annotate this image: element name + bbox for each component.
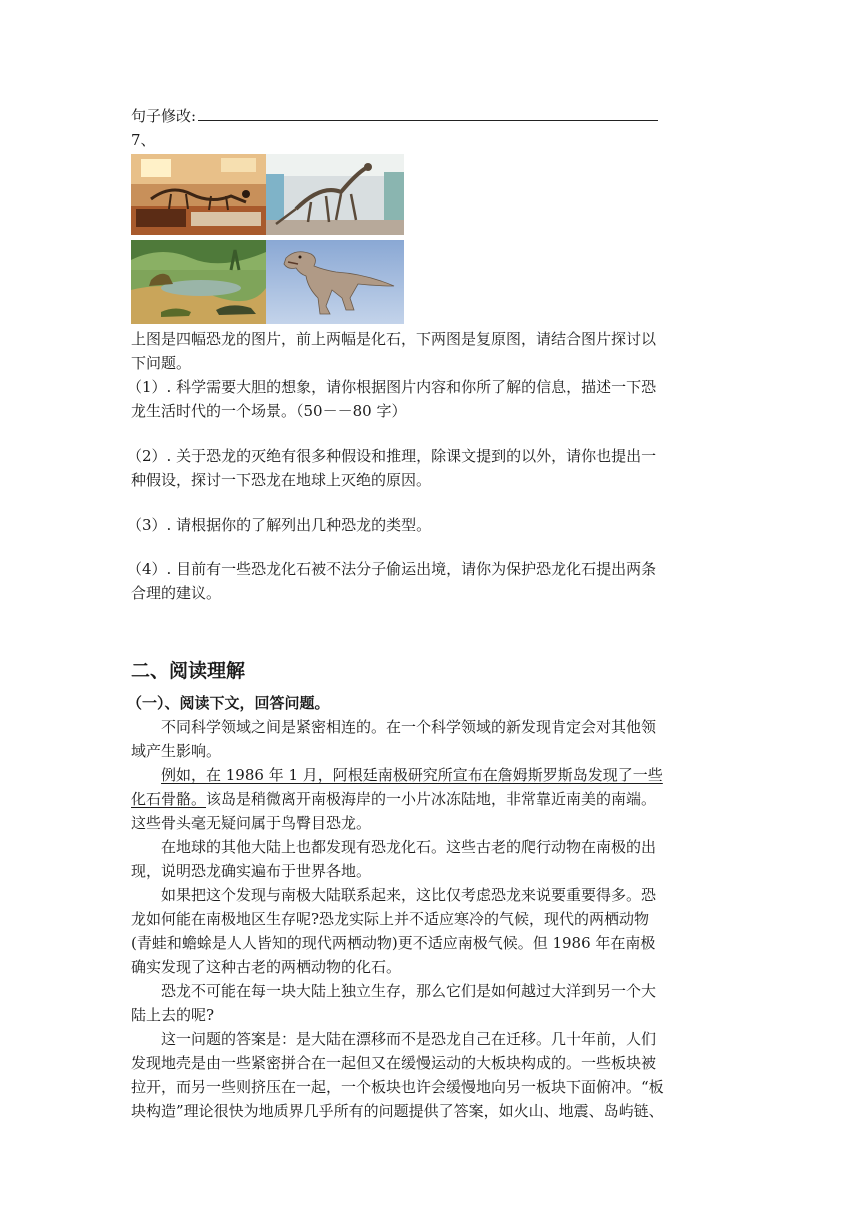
- rewrite-answer-blank[interactable]: [198, 104, 658, 121]
- fossil-skeleton-hall-photo: [266, 154, 404, 235]
- paragraph-4-line-3: (青蛙和蟾蜍是人人皆知的现代两栖动物)更不适应南极气候。但 1986 年在南极: [131, 934, 656, 952]
- underlined-phrase: 化石骨骼。: [131, 790, 207, 808]
- paragraph-2-line-1: 例如，在 1986 年 1 月，阿根廷南极研究所宣布在詹姆斯罗斯岛发现了一些: [161, 766, 663, 784]
- q7-intro-line-1: 上图是四幅恐龙的图片，前上两幅是化石，下两图是复原图，请结合图片探讨以: [131, 330, 657, 348]
- subsection-heading: （一）、阅读下文，回答问题。: [127, 694, 330, 712]
- section-heading: 二、阅读理解: [131, 660, 246, 682]
- paragraph-3-line-1: 在地球的其他大陆上也都发现有恐龙化石。这些古老的爬行动物在南极的出: [161, 838, 657, 856]
- paragraph-1-line-2: 域产生影响。: [131, 742, 222, 760]
- q7-sub4-line-2: 合理的建议。: [131, 584, 222, 602]
- paragraph-2-line-3: 这些骨头毫无疑问属于鸟臀目恐龙。: [131, 814, 372, 832]
- paragraph-6-line-1: 这一问题的答案是：是大陆在漂移而不是恐龙自己在迁移。几十年前，人们: [161, 1030, 657, 1048]
- paragraph-6-line-4: 块构造”理论很快为地质界几乎所有的问题提供了答案，如火山、地震、岛屿链、: [131, 1102, 664, 1120]
- q7-sub2-line-1: （2）. 关于恐龙的灭绝有很多种假设和推理，除课文提到的以外，请你也提出一: [127, 447, 657, 465]
- paragraph-5-line-1: 恐龙不可能在每一块大陆上独立生存，那么它们是如何越过大洋到另一个大: [161, 982, 657, 1000]
- paragraph-4-line-1: 如果把这个发现与南极大陆联系起来，这比仅考虑恐龙来说要重要得多。恐: [161, 886, 657, 904]
- q7-intro-line-2: 下问题。: [131, 354, 192, 372]
- dinosaur-swamp-illustration: [131, 240, 266, 324]
- trex-render: [266, 240, 404, 324]
- paragraph-4-line-4: 确实发现了这种古老的两栖动物的化石。: [131, 958, 402, 976]
- paragraph-5-line-2: 陆上去的呢?: [131, 1006, 215, 1024]
- q7-sub3-line-1: （3）. 请根据你的了解列出几种恐龙的类型。: [127, 516, 432, 534]
- rewrite-row: [131, 103, 658, 129]
- paragraph-3-line-2: 现，说明恐龙确实遍布于世界各地。: [131, 862, 372, 880]
- paragraph-4-line-2: 龙如何能在南极地区生存呢?恐龙实际上并不适应寒冷的气候，现代的两栖动物: [131, 910, 650, 928]
- paragraph-1-line-1: 不同科学领域之间是紧密相连的。在一个科学领域的新发现肯定会对其他领: [161, 718, 657, 736]
- q7-sub1-line-2: 龙生活时代的一个场景。（50－－80 字）: [131, 402, 407, 420]
- paragraph-6-line-2: 发现地壳是由一些紧密拼合在一起但又在缓慢运动的大板块构成的。一些板块被: [131, 1054, 657, 1072]
- question-number: 7、: [131, 131, 156, 149]
- fossil-skeleton-museum-photo: [131, 154, 266, 235]
- paragraph-2-line-2-rest: 该岛是稍微离开南极海岸的一小片冰冻陆地，非常靠近南美的南端。: [206, 790, 657, 808]
- q7-sub1-line-1: （1）. 科学需要大胆的想象，请你根据图片内容和你所了解的信息，描述一下恐: [127, 378, 657, 396]
- paragraph-2-line-2: [131, 786, 656, 812]
- paragraph-6-line-3: 拉开，而另一些则挤压在一起，一个板块也许会缓慢地向另一板块下面俯冲。“板: [131, 1078, 664, 1096]
- rewrite-label: 句子修改:: [131, 107, 197, 125]
- q7-sub2-line-2: 种假设，探讨一下恐龙在地球上灭绝的原因。: [131, 471, 432, 489]
- q7-sub4-line-1: （4）. 目前有一些恐龙化石被不法分子偷运出境，请你为保护恐龙化石提出两条: [127, 560, 657, 578]
